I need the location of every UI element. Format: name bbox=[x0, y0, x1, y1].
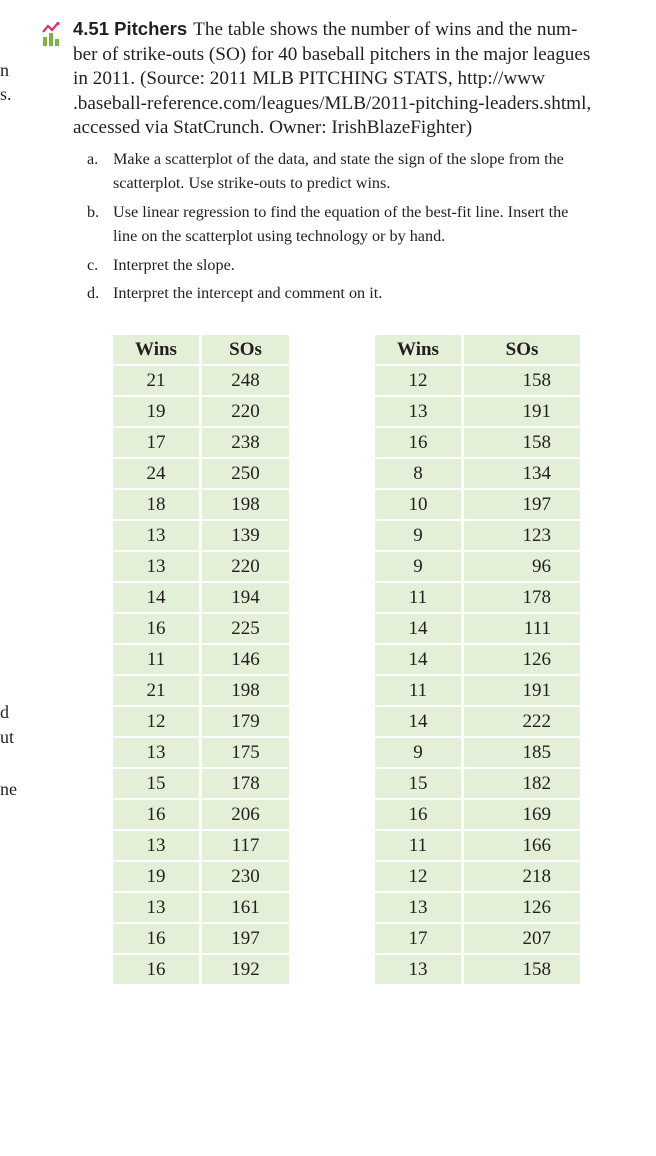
table-row bbox=[375, 831, 580, 860]
table-row bbox=[375, 800, 580, 829]
wins-cell: 14 bbox=[113, 583, 199, 612]
wins-cell: 11 bbox=[375, 676, 461, 705]
column-header-sos: SOs bbox=[202, 335, 289, 364]
table-row bbox=[375, 583, 580, 612]
wins-cell: 14 bbox=[375, 645, 461, 674]
sos-cell: 218 bbox=[464, 862, 580, 891]
table-row bbox=[113, 459, 289, 488]
sos-cell: 134 bbox=[464, 459, 580, 488]
wins-cell: 15 bbox=[375, 769, 461, 798]
table-row bbox=[375, 645, 580, 674]
table-row bbox=[113, 893, 289, 922]
wins-cell: 10 bbox=[375, 490, 461, 519]
wins-cell: 13 bbox=[375, 955, 461, 984]
table-row bbox=[113, 676, 289, 705]
part-b bbox=[87, 200, 621, 249]
table-row bbox=[113, 490, 289, 519]
wins-cell: 17 bbox=[375, 924, 461, 953]
wins-cell: 21 bbox=[113, 676, 199, 705]
wins-cell: 16 bbox=[113, 614, 199, 643]
wins-cell: 14 bbox=[375, 614, 461, 643]
table-row bbox=[113, 366, 289, 395]
table-row bbox=[113, 397, 289, 426]
sos-cell: 194 bbox=[202, 583, 289, 612]
edge-fragment: ut bbox=[0, 727, 15, 747]
wins-cell: 19 bbox=[113, 862, 199, 891]
table-header-row bbox=[113, 335, 289, 364]
sos-cell: 178 bbox=[202, 769, 289, 798]
wins-cell: 13 bbox=[375, 397, 461, 426]
edge-fragment: ne bbox=[0, 779, 17, 799]
wins-cell: 13 bbox=[113, 893, 199, 922]
wins-cell: 13 bbox=[113, 831, 199, 860]
part-text: Interpret the intercept and comment on it. bbox=[113, 284, 383, 302]
wins-cell: 9 bbox=[375, 552, 461, 581]
exercise-parts bbox=[87, 147, 621, 306]
sos-cell: 207 bbox=[464, 924, 580, 953]
exercise-4-51 bbox=[41, 17, 621, 310]
table-row bbox=[375, 490, 580, 519]
sos-cell: 139 bbox=[202, 521, 289, 550]
wins-cell: 17 bbox=[113, 428, 199, 457]
data-table-left bbox=[113, 333, 289, 986]
sos-cell: 198 bbox=[202, 490, 289, 519]
table-row bbox=[375, 924, 580, 953]
table-row bbox=[375, 459, 580, 488]
wins-cell: 13 bbox=[113, 738, 199, 767]
wins-cell: 16 bbox=[375, 800, 461, 829]
exercise-intro bbox=[73, 17, 621, 141]
table-row bbox=[113, 707, 289, 736]
column-header-wins: Wins bbox=[375, 335, 461, 364]
sos-cell: 126 bbox=[464, 893, 580, 922]
wins-cell: 24 bbox=[113, 459, 199, 488]
wins-cell: 12 bbox=[375, 366, 461, 395]
sos-cell: 169 bbox=[464, 800, 580, 829]
wins-cell: 13 bbox=[375, 893, 461, 922]
part-text: Make a scatterplot of the data, and state the sign of the slope from the bbox=[113, 149, 564, 168]
table-row bbox=[375, 397, 580, 426]
sos-cell: 166 bbox=[464, 831, 580, 860]
sos-cell: 117 bbox=[202, 831, 289, 860]
column-header-sos: SOs bbox=[464, 335, 580, 364]
sos-cell: 250 bbox=[202, 459, 289, 488]
sos-cell: 222 bbox=[464, 707, 580, 736]
table-row bbox=[113, 924, 289, 953]
table-row bbox=[113, 862, 289, 891]
table-row bbox=[113, 738, 289, 767]
table-row bbox=[113, 955, 289, 984]
sos-cell: 178 bbox=[464, 583, 580, 612]
edge-fragment: s. bbox=[0, 84, 12, 104]
chart-icon bbox=[41, 21, 63, 47]
table-row bbox=[375, 521, 580, 550]
edge-fragment: n bbox=[0, 60, 9, 80]
wins-cell: 12 bbox=[375, 862, 461, 891]
wins-cell: 16 bbox=[113, 924, 199, 953]
sos-cell: 96 bbox=[464, 552, 580, 581]
wins-cell: 11 bbox=[375, 583, 461, 612]
table-row bbox=[375, 707, 580, 736]
part-text: Use linear regression to find the equation of the best-fit line. Insert the bbox=[113, 202, 569, 221]
sos-cell: 220 bbox=[202, 397, 289, 426]
table-row bbox=[113, 769, 289, 798]
sos-cell: 158 bbox=[464, 955, 580, 984]
table-row bbox=[375, 862, 580, 891]
part-d bbox=[87, 281, 621, 306]
sos-cell: 225 bbox=[202, 614, 289, 643]
intro-line: accessed via StatCrunch. Owner: IrishBlazeFighter) bbox=[73, 117, 473, 138]
sos-cell: 248 bbox=[202, 366, 289, 395]
table-row bbox=[375, 738, 580, 767]
wins-cell: 8 bbox=[375, 459, 461, 488]
table-row bbox=[375, 552, 580, 581]
intro-line: in 2011. (Source: 2011 MLB PITCHING STATS, http://www bbox=[73, 68, 545, 89]
sos-cell: 220 bbox=[202, 552, 289, 581]
wins-cell: 16 bbox=[113, 800, 199, 829]
sos-cell: 191 bbox=[464, 676, 580, 705]
table-row bbox=[113, 583, 289, 612]
sos-cell: 146 bbox=[202, 645, 289, 674]
table-row bbox=[113, 800, 289, 829]
sos-cell: 192 bbox=[202, 955, 289, 984]
wins-cell: 15 bbox=[113, 769, 199, 798]
sos-cell: 238 bbox=[202, 428, 289, 457]
sos-cell: 185 bbox=[464, 738, 580, 767]
sos-cell: 158 bbox=[464, 366, 580, 395]
wins-cell: 14 bbox=[375, 707, 461, 736]
edge-fragment: d bbox=[0, 702, 9, 722]
sos-cell: 111 bbox=[464, 614, 580, 643]
part-letter: b. bbox=[87, 202, 100, 221]
sos-cell: 175 bbox=[202, 738, 289, 767]
sos-cell: 206 bbox=[202, 800, 289, 829]
table-header-row bbox=[375, 335, 580, 364]
part-a bbox=[87, 147, 621, 196]
table-row bbox=[113, 614, 289, 643]
wins-cell: 11 bbox=[113, 645, 199, 674]
data-table-right bbox=[375, 333, 580, 986]
table-row bbox=[375, 428, 580, 457]
part-letter: a. bbox=[87, 149, 99, 168]
table-row bbox=[375, 893, 580, 922]
part-c bbox=[87, 253, 621, 278]
intro-line: .baseball-reference.com/leagues/MLB/2011-pitching-leaders.shtml, bbox=[73, 92, 592, 114]
part-letter: d. bbox=[87, 284, 100, 302]
table-row bbox=[375, 955, 580, 984]
wins-cell: 16 bbox=[375, 428, 461, 457]
part-letter: c. bbox=[87, 255, 99, 274]
part-text: scatterplot. Use strike-outs to predict wins. bbox=[113, 174, 391, 192]
wins-cell: 13 bbox=[113, 521, 199, 550]
sos-cell: 191 bbox=[464, 397, 580, 426]
wins-cell: 12 bbox=[113, 707, 199, 736]
sos-cell: 197 bbox=[464, 490, 580, 519]
sos-cell: 126 bbox=[464, 645, 580, 674]
sos-cell: 123 bbox=[464, 521, 580, 550]
part-text: line on the scatterplot using technology or by hand. bbox=[113, 227, 446, 245]
wins-cell: 9 bbox=[375, 521, 461, 550]
wins-cell: 21 bbox=[113, 366, 199, 395]
sos-cell: 230 bbox=[202, 862, 289, 891]
sos-cell: 197 bbox=[202, 924, 289, 953]
table-row bbox=[375, 769, 580, 798]
table-row bbox=[375, 366, 580, 395]
wins-cell: 18 bbox=[113, 490, 199, 519]
table-row bbox=[375, 614, 580, 643]
table-row bbox=[113, 831, 289, 860]
column-header-wins: Wins bbox=[113, 335, 199, 364]
wins-cell: 19 bbox=[113, 397, 199, 426]
wins-cell: 9 bbox=[375, 738, 461, 767]
sos-cell: 179 bbox=[202, 707, 289, 736]
table-row bbox=[113, 552, 289, 581]
intro-line: The table shows the number of wins and the num- bbox=[193, 19, 578, 40]
exercise-title: 4.51 Pitchers bbox=[73, 18, 188, 39]
wins-cell: 11 bbox=[375, 831, 461, 860]
wins-cell: 13 bbox=[113, 552, 199, 581]
table-row bbox=[113, 428, 289, 457]
table-row bbox=[113, 645, 289, 674]
part-text: Interpret the slope. bbox=[113, 255, 235, 274]
table-row bbox=[375, 676, 580, 705]
sos-cell: 198 bbox=[202, 676, 289, 705]
intro-line: ber of strike-outs (SO) for 40 baseball pitchers in the major leagues bbox=[73, 43, 591, 65]
sos-cell: 158 bbox=[464, 428, 580, 457]
table-row bbox=[113, 521, 289, 550]
sos-cell: 161 bbox=[202, 893, 289, 922]
wins-cell: 16 bbox=[113, 955, 199, 984]
sos-cell: 182 bbox=[464, 769, 580, 798]
